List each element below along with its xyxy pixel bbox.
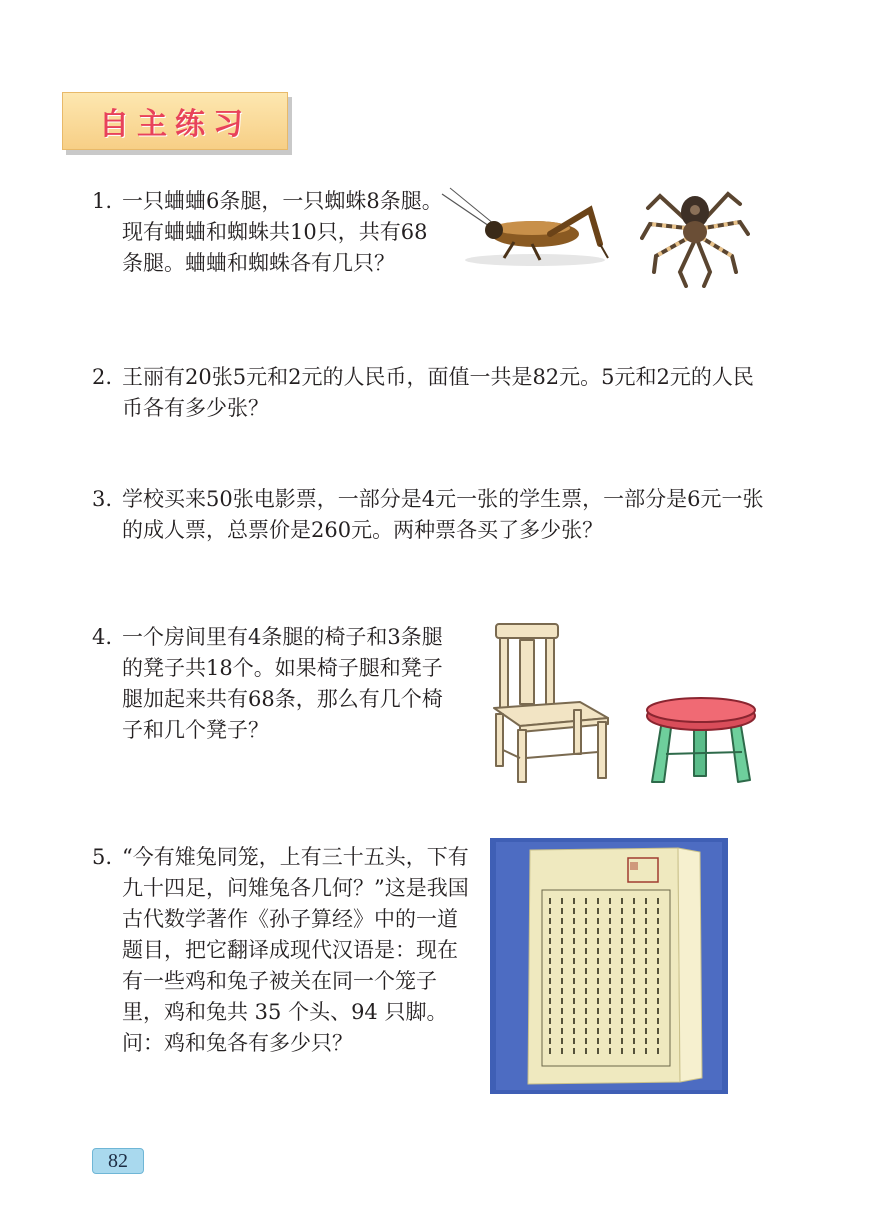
problem-text: 一个房间里有4条腿的椅子和3条腿的凳子共18个。如果椅子腿和凳子腿加起来共有68条，那么有几个椅子和几个凳子？ bbox=[122, 625, 443, 742]
section-title-banner bbox=[62, 92, 288, 150]
chair-image bbox=[484, 618, 614, 788]
problem-number: 5. bbox=[92, 845, 113, 869]
ancient-book-photo bbox=[490, 838, 728, 1094]
stool-image bbox=[644, 690, 758, 786]
problem-number: 4. bbox=[92, 625, 113, 649]
problem-number: 3. bbox=[92, 487, 113, 511]
problem-text: 学校买来50张电影票，一部分是4元一张的学生票，一部分是6元一张的成人票，总票价是260元。两种票各买了多少张？ bbox=[122, 487, 764, 542]
problem-2 bbox=[92, 362, 772, 424]
problem-1 bbox=[92, 186, 444, 279]
problem-3 bbox=[92, 484, 772, 546]
problem-number: 1. bbox=[92, 189, 113, 213]
problem-text: 王丽有20张5元和2元的人民币，面值一共是82元。5元和2元的人民币各有多少张？ bbox=[122, 365, 754, 420]
section-title: 自主练习 bbox=[99, 107, 251, 142]
problem-number: 2. bbox=[92, 365, 113, 389]
page-number: 82 bbox=[92, 1148, 144, 1174]
problem-text: “今有雉兔同笼，上有三十五头，下有九十四足，问雉兔各几何？”这是我国古代数学著作《孙子算经》中的一道题目，把它翻译成现代汉语是：现在有一些鸡和兔子被关在同一个笼子里，鸡和兔共 35 个头、94 只脚。问：鸡和兔各有多少只？ bbox=[122, 845, 469, 1055]
cricket-image bbox=[440, 184, 610, 270]
spider-image bbox=[640, 176, 750, 288]
problem-5 bbox=[92, 842, 472, 1059]
problem-4 bbox=[92, 622, 452, 746]
problem-text: 一只蛐蛐6条腿，一只蜘蛛8条腿。现有蛐蛐和蜘蛛共10只，共有68条腿。蛐蛐和蜘蛛各有几只？ bbox=[122, 189, 443, 275]
